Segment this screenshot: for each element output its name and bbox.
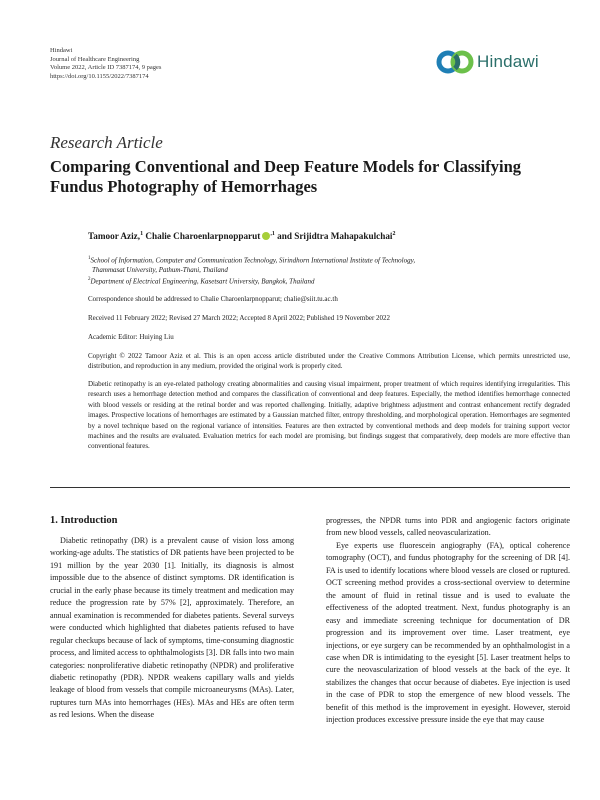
article-dates: Received 11 February 2022; Revised 27 March 2022; Accepted 8 April 2022; Published 19 November 2022 — [88, 314, 391, 322]
affiliation-2 — [88, 275, 568, 286]
correspondence: Correspondence should be addressed to Chalie Charoenlarpnopparut; chalie@siit.tu.ac.th — [88, 295, 338, 303]
academic-editor: Academic Editor: Huiying Liu — [88, 333, 174, 341]
affiliations — [88, 254, 568, 287]
author-affiliation-mark: 1 — [140, 231, 144, 237]
affiliation-text: Department of Electrical Engineering, Kasetsart University, Bangkok, Thailand — [90, 277, 315, 286]
author-name: and Srijidtra Mahapakulchai — [277, 231, 393, 242]
journal-name: Journal of Healthcare Engineering — [50, 55, 140, 63]
hindawi-logo-icon — [436, 48, 474, 76]
doi-link[interactable]: https://doi.org/10.1155/2022/7387174 — [50, 72, 149, 80]
author-affiliation-mark: 2 — [392, 231, 396, 237]
paragraph: Eye experts use fluorescein angiography (FA), optical coherence tomography (OCT), and fundus photography for the screening of DR [4]. FA is used to identify locations where blood vessels are closed or ruptured. OCT screening method provides a cross-sectional overview to determine the amount of fluid in retinal tissue and is used to evaluate the effectiveness of the adopted treatment. Next, fundus photography is an easy and immediate screening technique for documentation of DR progression and its improvement over time. Laser treatment, eye injections, or eye surgery can be recommended by an ophthalmologist in a case when DR is intimidating to the eyesight [5]. Laser treatment helps to cure the neovascularization of blood vessels at the back of the eye. It stabilizes the changes that occur because of diabetes. Eye injection is used in the case of PDR to stop the emergence of new blood vessels. The benefit of this method is the improvement in eyesight. However, steroid injection produces excessive pressure inside the eye that may cause — [326, 540, 570, 725]
paragraph: progresses, the NPDR turns into PDR and angiogenic factors originate from new blood vessels, called neovascularization. — [326, 516, 570, 538]
logo-wordmark: Hindawi — [477, 52, 539, 71]
author-affiliation-mark: ,1 — [270, 231, 275, 237]
hindawi-logo — [436, 48, 539, 76]
right-column — [326, 515, 570, 727]
affiliation-mark: 2 — [88, 277, 91, 283]
affiliation-1 — [88, 254, 568, 265]
affiliation-text: School of Information, Computer and Communication Technology, Sirindhorn International Institute of Technology, — [90, 256, 416, 265]
journal-metadata — [50, 47, 161, 81]
left-column — [50, 535, 294, 722]
copyright-notice: Copyright © 2022 Tamoor Aziz et al. This is an open access article distributed under the Creative Commons Attribution License, which permits unrestricted use, distribution, and reproduction in any medium, provided the original work is properly cited. — [88, 352, 570, 371]
header-divider — [50, 487, 570, 488]
paragraph: Diabetic retinopathy (DR) is a prevalent cause of vision loss among working-age adults. The statistics of DR patients have been projected to be 191 million by the year 2030 [1]. Initially, its diagnosis is almost impossible due to the absence of distinct symptoms. DR identification is crucial in the early phase because its timely treatment and medication may reduce the progression rate by 57% [2], approximately. Therefore, an annual examination is recommended for diabetes patients. Several surveys were conducted which highlighted that diabetes patients refused to have regular checkups because of lack of symptoms, time-consuming diagnostic process, and limited access to ophthalmologists [3]. DR falls into two main categories: nonproliferative diabetic retinopathy (NPDR) and proliferative diabetic retinopathy (PDR). NPDR weakens capillary walls and yields leakage of blood from vessels that compile microaneurysms (MAs). Later, ruptures turn MAs into hemorrhages (HEs). MAs and HEs are often term as red lesions. When the disease — [50, 536, 294, 720]
author-list — [88, 231, 396, 241]
affiliation-1-continued: Thammasat University, Pathum-Thani, Thailand — [92, 266, 228, 275]
section-heading: 1. Introduction — [50, 515, 118, 526]
author-name: Tamoor Aziz, — [88, 231, 141, 242]
paper-title: Comparing Conventional and Deep Feature Models for Classifying Fundus Photography of Hemorrhages — [50, 157, 522, 196]
article-type: Research Article — [50, 133, 163, 152]
abstract: Diabetic retinopathy is an eye-related pathology creating abnormalities and causing visual impairment, proper treatment of which requires identifying irregularities. This research uses a hemorrhage detection method and compares the classification of conventional and deep features. Especially, the method identifies hemorrhage connected with blood vessels or residing at the retinal border and was reported challenging. Initially, adaptive brightness adjustment and contrast enhancement rectify degraded images. Prospective locations of hemorrhages are estimated by a Gaussian matched filter, entropy thresholding, and morphological operation. Hemorrhages are segmented by a novel technique based on the regional variance of intensities. Features are then extracted by conventional methods and deep models for training support vector machines and the results are evaluated. Evaluation metrics for each model are promising, but findings suggest that comparatively, deep models are more effective than conventional features. — [88, 380, 570, 451]
volume-line: Volume 2022, Article ID 7387174, 9 pages — [50, 64, 162, 72]
publisher-name: Hindawi — [50, 47, 73, 54]
affiliation-mark: 1 — [88, 256, 91, 261]
author-name: Chalie Charoenlarpnopparut — [145, 231, 261, 242]
